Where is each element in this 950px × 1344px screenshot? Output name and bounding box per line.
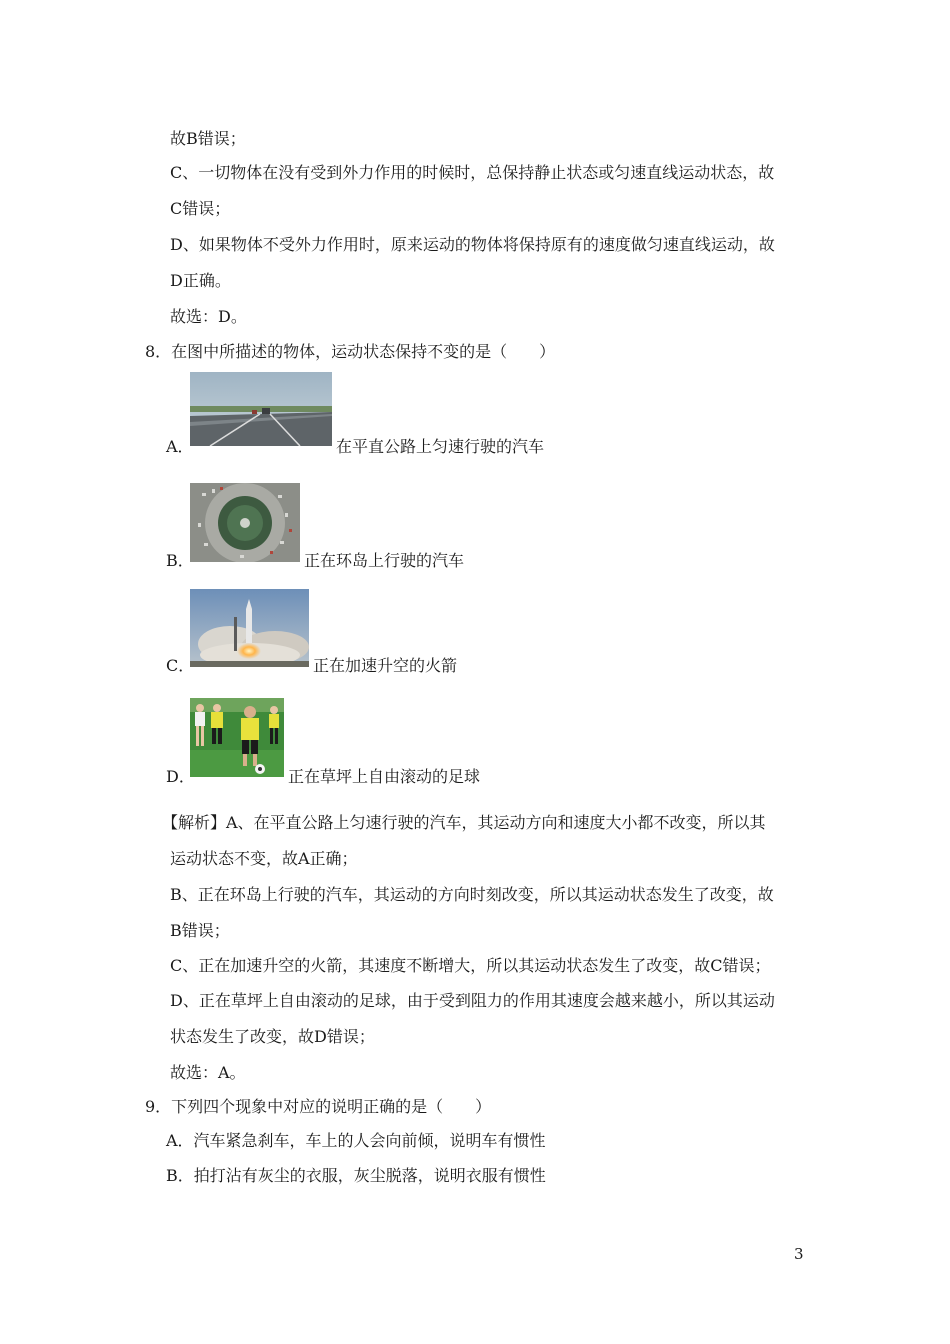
option-a-text: 在平直公路上匀速行驶的汽车 — [336, 437, 545, 456]
analysis-line: 状态发生了改变，故D错误； — [170, 1027, 375, 1046]
text-line: D、如果物体不受外力作用时，原来运动的物体将保持原有的速度做匀速直线运动，故 — [170, 235, 775, 254]
highway-photo — [190, 372, 332, 446]
question-9-option-a: A．汽车紧急刹车，车上的人会向前倾，说明车有惯性 — [166, 1131, 546, 1150]
option-c-text: 正在加速升空的火箭 — [313, 656, 458, 675]
analysis-line: D、正在草坪上自由滚动的足球，由于受到阻力的作用其速度会越来越小，所以其运动 — [170, 991, 775, 1010]
option-b-text: 正在环岛上行驶的汽车 — [304, 551, 465, 570]
question-9-stem: 9．下列四个现象中对应的说明正确的是（ ） — [145, 1097, 492, 1116]
text-line: C、一切物体在没有受到外力作用的时候时，总保持静止状态或匀速直线运动状态，故 — [170, 163, 775, 182]
option-d-text: 正在草坪上自由滚动的足球 — [288, 767, 481, 786]
text-line: C错误； — [170, 199, 231, 218]
soccer-players-photo — [190, 698, 284, 777]
text-line: 故选：D。 — [170, 307, 247, 326]
analysis-line: 【解析】A、在平直公路上匀速行驶的汽车，其运动方向和速度大小都不改变，所以其 — [162, 813, 766, 832]
option-d-letter: D． — [166, 767, 195, 786]
text-line: D正确。 — [170, 271, 231, 290]
analysis-line: 故选：A。 — [170, 1063, 246, 1082]
analysis-line: 运动状态不变，故A正确； — [170, 849, 358, 868]
option-b-letter: B． — [166, 551, 194, 570]
text-line: 故B错误； — [170, 129, 246, 148]
analysis-line: C、正在加速升空的火箭，其速度不断增大，所以其运动状态发生了改变，故C错误； — [170, 956, 771, 975]
question-8-stem: 8．在图中所描述的物体，运动状态保持不变的是（ ） — [145, 342, 556, 361]
roundabout-photo — [190, 483, 300, 562]
option-c-letter: C． — [166, 656, 195, 675]
page-number: 3 — [794, 1245, 804, 1263]
analysis-line: B、正在环岛上行驶的汽车，其运动的方向时刻改变，所以其运动状态发生了改变，故 — [170, 885, 774, 904]
question-9-option-b: B．拍打沾有灰尘的衣服，灰尘脱落，说明衣服有惯性 — [166, 1166, 546, 1185]
rocket-launch-photo — [190, 589, 309, 667]
analysis-line: B错误； — [170, 921, 230, 940]
option-a-letter: A． — [166, 437, 194, 456]
